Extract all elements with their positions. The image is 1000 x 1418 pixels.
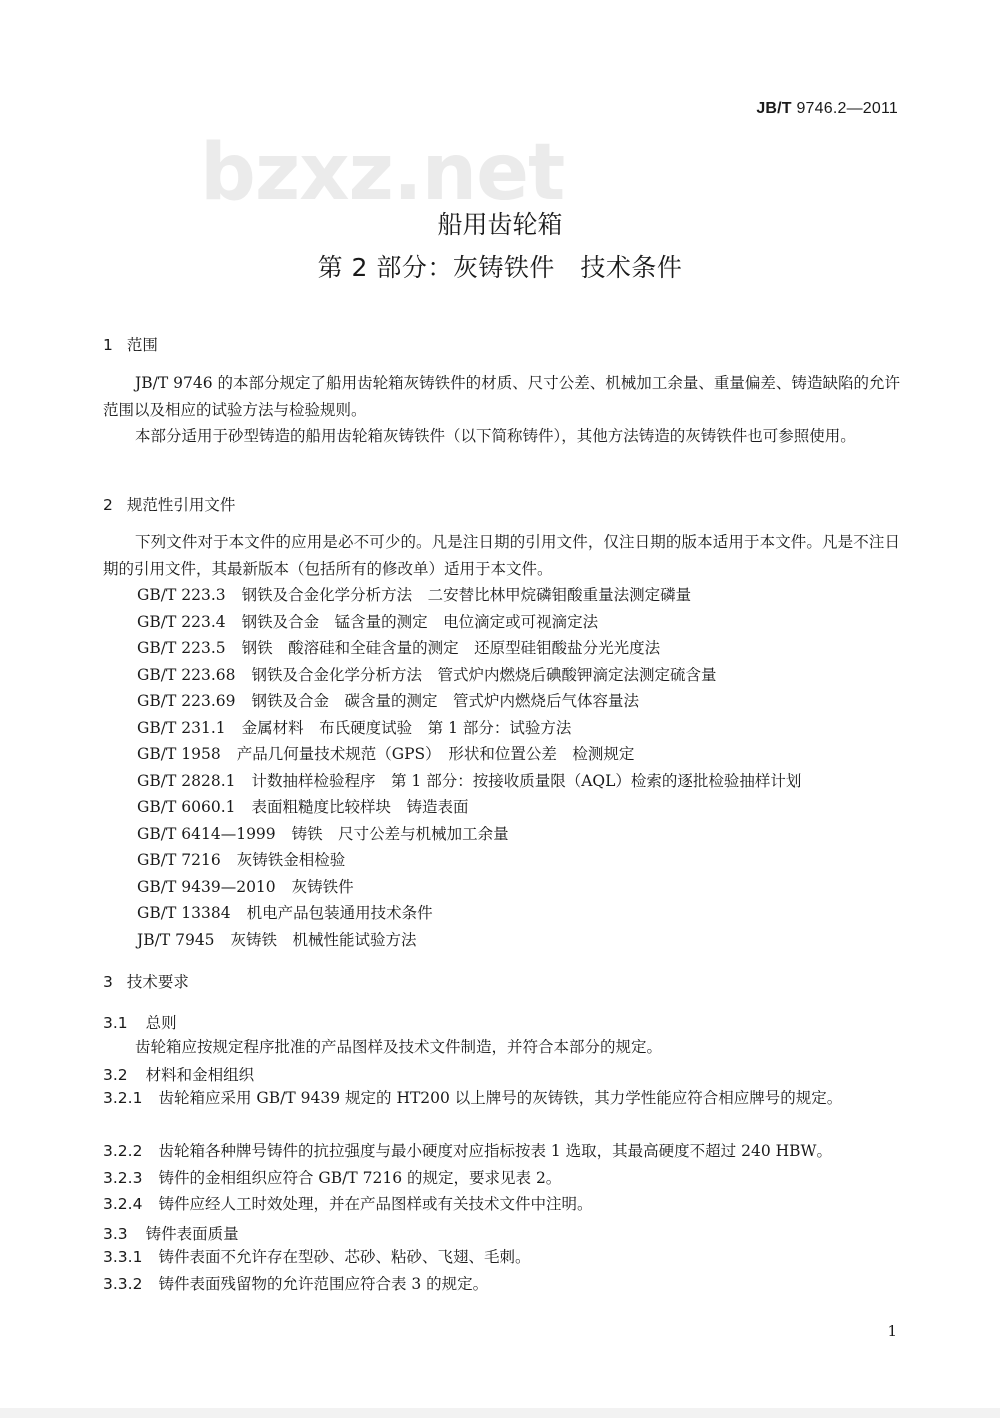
reference-code: GB/T 9439—2010: [137, 877, 276, 896]
reference-code: GB/T 2828.1: [137, 771, 236, 790]
section-heading-references: [103, 493, 235, 515]
subsection-heading-surface-quality: [103, 1222, 239, 1244]
reference-item: [137, 874, 801, 901]
reference-code: GB/T 6414—1999: [137, 824, 276, 843]
clause-number: 3.3.1: [103, 1248, 143, 1266]
subsection-title: 材料和金相组织: [145, 1066, 255, 1084]
reference-item: [137, 715, 801, 742]
clause-number: 3.2.4: [103, 1195, 143, 1213]
reference-title: 灰铸铁件: [291, 877, 354, 896]
reference-title: 表面粗糙度比较样块 铸造表面: [251, 798, 469, 816]
clause-text: 铸件表面不允许存在型砂、芯砂、粘砂、飞翅、毛刺。: [158, 1248, 531, 1266]
references-intro: 下列文件对于本文件的应用是必不可少的。凡是注日期的引用文件，仅注日期的版本适用于本文件。凡是不注日期的引用文件，其最新版本（包括所有的修改单）适用于本文件。: [103, 533, 900, 578]
subsection-heading-general: [103, 1011, 177, 1033]
reference-title: 灰铸铁 机械性能试验方法: [230, 930, 417, 949]
scope-paragraph-2: 本部分适用于砂型铸造的船用齿轮箱灰铸铁件（以下简称铸件），其他方法铸造的灰铸铁件也可参照使用。: [135, 427, 856, 445]
clause-3-2-3: [103, 1165, 900, 1192]
subsection-number: 3.1: [103, 1014, 128, 1032]
clause-text: 铸件表面残留物的允许范围应符合表 3 的规定。: [158, 1275, 489, 1293]
page-number: 1: [887, 1322, 897, 1340]
document-number-value: 9746.2—2011: [791, 100, 898, 117]
reference-title: 灰铸铁金相检验: [236, 851, 346, 869]
subsection-number: 3.2: [103, 1066, 128, 1084]
reference-code: JB/T 7945: [137, 930, 215, 949]
reference-item: [137, 609, 801, 636]
reference-title: 钢铁 酸溶硅和全硅含量的测定 还原型硅钼酸盐分光光度法: [241, 639, 661, 657]
document-title: 船用齿轮箱: [437, 210, 563, 239]
subsection-heading-materials: [103, 1063, 254, 1085]
reference-item: [137, 794, 801, 821]
section-title: 技术要求: [126, 973, 189, 991]
reference-item: [137, 688, 801, 715]
section-number: 2: [103, 496, 113, 514]
reference-item: [137, 662, 801, 689]
clause-3-2-4: [103, 1191, 900, 1218]
reference-title: 机电产品包装通用技术条件: [246, 904, 433, 922]
reference-item: [137, 741, 801, 768]
general-paragraph: 齿轮箱应按规定程序批准的产品图样及技术文件制造，并符合本部分的规定。: [135, 1038, 663, 1056]
scope-paragraph-1: JB/T 9746 的本部分规定了船用齿轮箱灰铸铁件的材质、尺寸公差、机械加工余量、重量偏差、铸造缺陷的允许范围以及相应的试验方法与检验规则。: [103, 374, 900, 419]
reference-code: GB/T 223.3: [137, 586, 226, 604]
subsection-number: 3.3: [103, 1225, 128, 1243]
reference-code: GB/T 223.5: [137, 639, 226, 657]
page-bottom-edge: [0, 1408, 1000, 1418]
subsection-title: 总则: [145, 1014, 177, 1032]
document-number: [756, 100, 898, 118]
clause-number: 3.2.3: [103, 1169, 143, 1187]
clause-3-2-2: [103, 1138, 900, 1165]
document-number-prefix: JB/T: [756, 100, 792, 117]
reference-title: 钢铁及合金化学分析方法 二安替比林甲烷磷钼酸重量法测定磷量: [241, 586, 692, 604]
reference-title: 钢铁及合金 锰含量的测定 电位滴定或可视滴定法: [241, 612, 599, 631]
clause-3-3-1: [103, 1244, 900, 1271]
section-title: 规范性引用文件: [126, 496, 236, 514]
reference-item: [137, 821, 801, 848]
reference-code: GB/T 223.68: [137, 665, 236, 684]
reference-code: GB/T 1958: [137, 745, 221, 763]
clause-3-2-1: [103, 1085, 900, 1112]
section-heading-scope: [103, 333, 158, 355]
subsection-title: 铸件表面质量: [145, 1225, 239, 1243]
clause-3-3-2: [103, 1271, 900, 1298]
reference-item: [137, 635, 801, 662]
clause-number: 3.2.2: [103, 1142, 143, 1160]
section-heading-technical-requirements: [103, 970, 189, 992]
reference-code: GB/T 223.4: [137, 612, 226, 631]
reference-list: [137, 582, 801, 953]
reference-code: GB/T 231.1: [137, 718, 226, 737]
reference-code: GB/T 223.69: [137, 692, 236, 710]
reference-title: 金属材料 布氏硬度试验 第 1 部分：试验方法: [241, 718, 572, 737]
section-title: 范围: [126, 336, 158, 354]
reference-item: [137, 927, 801, 954]
section-number: 3: [103, 973, 113, 991]
reference-code: GB/T 13384: [137, 904, 231, 922]
reference-code: GB/T 7216: [137, 851, 221, 869]
clause-text: 齿轮箱应采用 GB/T 9439 规定的 HT200 以上牌号的灰铸铁，其力学性能应符合相应牌号的规定。: [158, 1089, 843, 1107]
reference-title: 产品几何量技术规范（GPS） 形状和位置公差 检测规定: [236, 745, 635, 763]
reference-item: [137, 582, 801, 609]
clause-number: 3.3.2: [103, 1275, 143, 1293]
reference-item: [137, 768, 801, 795]
clause-text: 铸件应经人工时效处理，并在产品图样或有关技术文件中注明。: [158, 1195, 593, 1213]
section-number: 1: [103, 336, 113, 354]
document-subtitle: 第 2 部分：灰铸铁件 技术条件: [317, 253, 683, 282]
reference-title: 计数抽样检验程序 第 1 部分：按接收质量限（AQL）检索的逐批检验抽样计划: [251, 771, 802, 790]
reference-item: [137, 847, 801, 874]
clause-text: 齿轮箱各种牌号铸件的抗拉强度与最小硬度对应指标按表 1 选取，其最高硬度不超过 240 HBW。: [158, 1142, 832, 1160]
reference-title: 钢铁及合金 碳含量的测定 管式炉内燃烧后气体容量法: [251, 692, 640, 710]
reference-title: 铸铁 尺寸公差与机械加工余量: [291, 824, 509, 843]
reference-title: 钢铁及合金化学分析方法 管式炉内燃烧后碘酸钾滴定法测定硫含量: [251, 665, 717, 684]
clause-text: 铸件的金相组织应符合 GB/T 7216 的规定，要求见表 2。: [158, 1169, 562, 1187]
reference-code: GB/T 6060.1: [137, 798, 236, 816]
reference-item: [137, 900, 801, 927]
clause-number: 3.2.1: [103, 1089, 143, 1107]
watermark: bzxz.net: [200, 128, 565, 218]
